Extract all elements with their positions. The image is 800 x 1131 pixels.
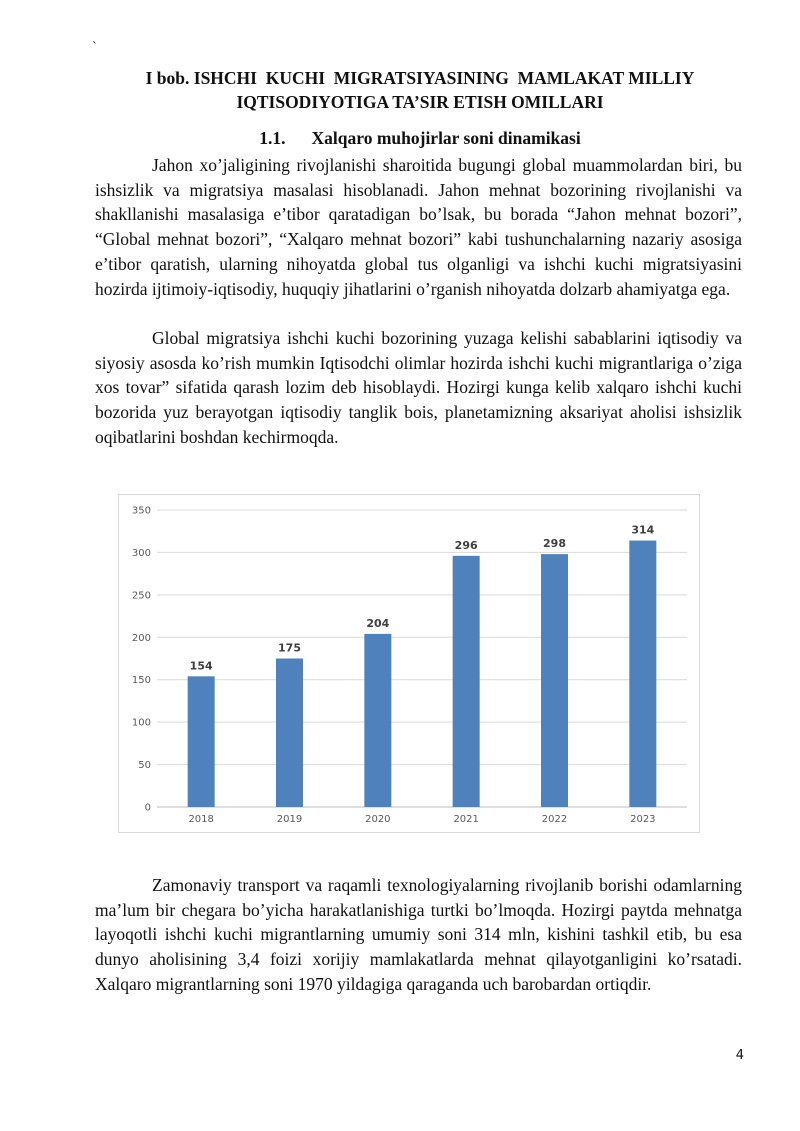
chart-svg	[119, 495, 699, 832]
y-tick-label: 300	[131, 547, 151, 559]
x-tick-label: 2022	[541, 814, 568, 825]
x-tick-label: 2019	[276, 814, 303, 825]
y-tick-label: 200	[131, 632, 151, 644]
x-tick-label: 2020	[365, 814, 391, 825]
x-tick-label: 2023	[630, 814, 656, 825]
paragraph-3: Zamonaviy transport va raqamli texnologiyalarning rivojlanib borishi odamlarning ma’lum bir chegara bo’yicha harakatlanishiga turtki bo’lmoqda. Hozirgi paytda mehnatga layoqotli ishchi kuchi migrantlarning umumiy soni 314 mln, kishini tashkil etib, bu esa dunyo aholisining 3,4 foizi xorijiy mamlakatlarda mehnat qilayotganligini ko’rsatadi. Xalqaro migrantlarning soni 1970 yildagiga qaraganda uch barobardan ortiqdir.	[95, 875, 742, 994]
chapter-title	[95, 66, 745, 114]
bar	[453, 556, 480, 807]
chapter-title-line2: IQTISODIYOTIGA TA’SIR ETISH OMILLARI	[236, 92, 604, 112]
bar	[541, 554, 568, 807]
y-tick-label: 350	[131, 505, 151, 517]
data-label: 175	[278, 641, 301, 655]
y-tick-label: 250	[131, 590, 151, 602]
bar	[629, 541, 656, 807]
bar	[188, 676, 215, 807]
y-tick-label: 0	[144, 802, 151, 814]
section-heading	[95, 128, 745, 149]
paragraph-2: Global migratsiya ishchi kuchi bozorining yuzaga kelishi sabablarini iqtisodiy va siyosiy asosda ko’rish mumkin Iqtisodchi olimlar hozirda ishchi kuchi migrantlariga o’ziga xos tovar” sifatida qarash lozim deb hisoblaydi. Hozirgi kunga kelib xalqaro ishchi kuchi bozorida yuz berayotgan iqtisodiy tanglik bois, planetamizning aksariyat aholisi ishsizlik oqibatlarini boshdan kechirmoqda.	[95, 328, 742, 447]
section-title: Xalqaro muhojirlar soni dinamikasi	[311, 128, 581, 148]
y-tick-label: 100	[131, 717, 151, 729]
data-label: 314	[631, 523, 655, 537]
paragraph-1: Jahon xo’jaligining rivojlanishi sharoitida bugungi global muammolardan biri, bu ishsizlik va migratsiya masalasi hisoblanadi. Jahon mehnat bozorining rivojlanishi va shakllanishi masalasiga e’tibor qaratadigan bo’lsak, bu borada “Jahon mehnat bozori”, “Global mehnat bozori”, “Xalqaro mehnat bozori” kabi tushunchalarning nazariy asosiga e’tibor qaratish, ularning nihoyatda global tus olganligi va ishchi kuchi migratsiyasini hozirda ijtimoiy-iqtisodiy, huquqiy jihatlarini o’rganish nihoyatda dolzarb ahamiyatga ega.	[95, 155, 742, 299]
data-label: 154	[189, 659, 213, 673]
migrants-bar-chart	[118, 494, 700, 833]
bar	[364, 634, 391, 807]
header-mark: `	[92, 40, 97, 55]
data-label: 296	[454, 538, 478, 552]
data-label: 298	[543, 537, 566, 551]
x-tick-label: 2021	[453, 814, 479, 825]
chapter-title-line1: I bob. ISHCHI KUCHI MIGRATSIYASINING MAMLAKAT MILLIY	[145, 68, 695, 88]
x-tick-label: 2018	[188, 814, 214, 825]
bar	[276, 659, 303, 808]
y-tick-label: 150	[131, 675, 151, 687]
data-label: 204	[366, 616, 390, 630]
page-number: 4	[735, 1048, 744, 1063]
section-number: 1.1.	[259, 128, 286, 148]
y-tick-label: 50	[138, 760, 151, 772]
